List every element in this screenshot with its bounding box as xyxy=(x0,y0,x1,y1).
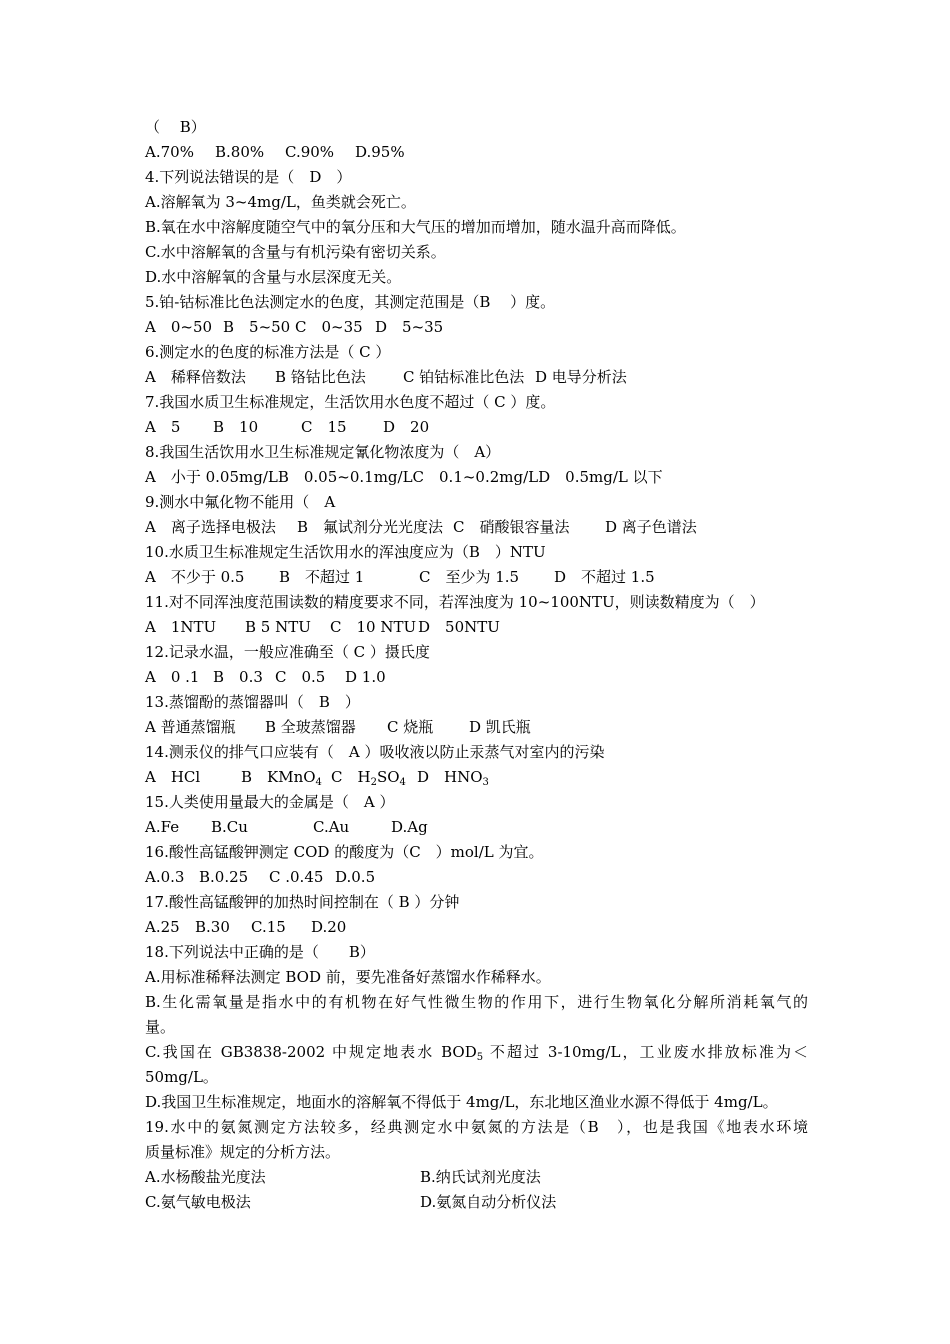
option-text: C 15 xyxy=(301,418,347,436)
option xyxy=(213,417,301,437)
text-line xyxy=(145,567,808,587)
option-text: A 1NTU xyxy=(145,618,217,636)
option-text: B 全玻蒸馏器 xyxy=(265,718,356,736)
line-text: 9.测水中氟化物不能用（ A xyxy=(145,493,336,511)
line-text: 18.下列说法中正确的是（ B） xyxy=(145,943,375,961)
option xyxy=(199,867,269,887)
line-text: （ B） xyxy=(145,118,206,136)
option-text: B.0.25 xyxy=(199,868,249,886)
option-text: D 0.5mg/L 以下 xyxy=(538,468,663,486)
option-text: A 普通蒸馏瓶 xyxy=(145,718,236,736)
option-text: A 稀释倍数法 xyxy=(145,368,246,386)
text-line xyxy=(145,1117,808,1137)
option xyxy=(535,367,627,387)
option-text: B.Cu xyxy=(211,818,248,836)
option xyxy=(538,467,663,487)
option xyxy=(145,717,265,737)
option-text: C 0.1~0.2mg/L xyxy=(412,468,539,486)
text-line xyxy=(145,392,808,412)
text-line xyxy=(145,667,808,687)
line-text: D.我国卫生标准规定，地面水的溶解氧不得低于 4mg/L，东北地区渔业水源不得低于 4mg/L。 xyxy=(145,1093,778,1111)
text-line xyxy=(145,417,808,437)
text-line xyxy=(145,167,808,187)
option-text: D 20 xyxy=(383,418,430,436)
line-text: C.水中溶解氧的含量与有机污染有密切关系。 xyxy=(145,243,446,261)
option xyxy=(145,767,241,787)
text-line xyxy=(145,192,808,212)
text-line xyxy=(145,242,808,262)
option-text: B 0.3 xyxy=(213,668,263,686)
line-text: 12.记录水温，一般应准确至（ C ）摄氏度 xyxy=(145,643,430,661)
line-text: 量。 xyxy=(145,1018,176,1036)
option xyxy=(145,667,213,687)
option xyxy=(301,417,383,437)
option xyxy=(330,617,418,637)
line-text: 7.我国水质卫生标准规定，生活饮用水色度不超过（ C ）度。 xyxy=(145,393,556,411)
line-text: 15.人类使用量最大的金属是（ A ） xyxy=(145,793,395,811)
option xyxy=(145,367,275,387)
option xyxy=(275,367,403,387)
option-text: A 5 xyxy=(145,418,181,436)
option-text: D.0.5 xyxy=(335,868,376,886)
text-line xyxy=(145,642,808,662)
option-text: C.90% xyxy=(285,143,335,161)
line-text: 质量标准》规定的分析方法。 xyxy=(145,1143,341,1161)
option-text: D.Ag xyxy=(391,818,428,836)
option xyxy=(145,467,278,487)
option-text: C 铂钴标准比色法 xyxy=(403,368,525,386)
option xyxy=(331,767,417,787)
line-text: 8.我国生活饮用水卫生标准规定氰化物浓度为（ A） xyxy=(145,443,501,461)
text-line xyxy=(145,992,808,1012)
text-line xyxy=(145,1192,808,1212)
line-text: D.水中溶解氧的含量与水层深度无关。 xyxy=(145,268,402,286)
line-text: 16.酸性高锰酸钾测定 COD 的酸度为（C ）mol/L 为宜。 xyxy=(145,843,544,861)
option xyxy=(297,517,453,537)
option-column: C.氨气敏电极法 xyxy=(145,1193,251,1211)
option xyxy=(211,817,313,837)
option-text: A 小于 0.05mg/L xyxy=(145,468,278,486)
text-line xyxy=(145,542,808,562)
option-text: B 0.05~0.1mg/L xyxy=(277,468,413,486)
text-line xyxy=(145,892,808,912)
option-text: A.70% xyxy=(145,143,194,161)
text-line xyxy=(145,117,808,137)
text-line xyxy=(145,292,808,312)
text-line xyxy=(145,442,808,462)
option-text: B 铬钴比色法 xyxy=(275,368,366,386)
option xyxy=(335,867,375,887)
line-text: B.氧在水中溶解度随空气中的氧分压和大气压的增加而增加，随水温升高而降低。 xyxy=(145,218,686,236)
subscript: 5 xyxy=(476,1052,484,1063)
option-text: D HNO xyxy=(417,768,483,786)
option-text: B 氟试剂分光光度法 xyxy=(297,518,444,536)
option xyxy=(419,567,554,587)
text-line xyxy=(145,967,808,987)
option-text: D 电导分析法 xyxy=(535,368,627,386)
option-text: C 0.5 xyxy=(275,668,326,686)
option xyxy=(251,917,311,937)
option-text: D 凯氏瓶 xyxy=(469,718,531,736)
option xyxy=(453,517,605,537)
option xyxy=(295,317,375,337)
option-text: B 5~50 xyxy=(223,318,291,336)
option xyxy=(311,917,346,937)
option-text: D.95% xyxy=(355,143,405,161)
option-text: B 5 NTU xyxy=(245,618,311,636)
text-line xyxy=(145,917,808,937)
option xyxy=(417,767,489,787)
line-text: 13.蒸馏酚的蒸馏器叫（ B ） xyxy=(145,693,360,711)
option xyxy=(145,817,211,837)
option-text: A 0 .1 xyxy=(145,668,200,686)
option xyxy=(215,142,285,162)
text-line xyxy=(145,1167,808,1187)
formula-part: SO xyxy=(376,768,400,786)
option-column: A.水杨酸盐光度法 xyxy=(145,1168,266,1186)
option-text: B.80% xyxy=(215,143,265,161)
option xyxy=(279,567,419,587)
option xyxy=(145,867,199,887)
option-text: B KMnO xyxy=(241,768,316,786)
line-text: 17.酸性高锰酸钾的加热时间控制在（ B ）分钟 xyxy=(145,893,460,911)
option-text: D 50NTU xyxy=(418,618,500,636)
option xyxy=(391,817,428,837)
line-text: 4.下列说法错误的是（ D ） xyxy=(145,168,352,186)
text-line xyxy=(145,342,808,362)
option xyxy=(285,142,355,162)
option xyxy=(418,617,500,637)
option xyxy=(605,517,697,537)
text-line xyxy=(145,1042,808,1062)
line-text: 19.水中的氨氮测定方法较多，经典测定水中氨氮的方法是（B ），也是我国《地表水环境 xyxy=(145,1118,808,1136)
option-text: C H xyxy=(331,768,371,786)
line-text: A.用标准稀释法测定 BOD 前，要先准备好蒸馏水作稀释水。 xyxy=(145,968,551,986)
option-text: C 10 NTU xyxy=(330,618,417,636)
option xyxy=(265,717,387,737)
text-line xyxy=(145,592,808,612)
text-line xyxy=(145,767,808,787)
option-text: D 1.0 xyxy=(345,668,386,686)
option xyxy=(269,867,335,887)
option xyxy=(355,142,405,162)
text-line xyxy=(145,492,808,512)
text-line xyxy=(145,617,808,637)
text-line xyxy=(145,1092,808,1112)
option xyxy=(145,417,213,437)
option-text: C.15 xyxy=(251,918,286,936)
option-text: D.20 xyxy=(311,918,347,936)
line-text: 不超过 3-10mg/L，工业废水排放标准为＜ xyxy=(483,1043,809,1061)
text-line xyxy=(145,867,808,887)
option xyxy=(403,367,535,387)
option-text: C.Au xyxy=(313,818,350,836)
option-text: B 10 xyxy=(213,418,259,436)
option xyxy=(387,717,469,737)
text-line xyxy=(145,842,808,862)
text-line xyxy=(145,1017,808,1037)
option xyxy=(278,467,413,487)
line-text: 10.水质卫生标准规定生活饮用水的浑浊度应为（B ）NTU xyxy=(145,543,546,561)
text-line xyxy=(145,142,808,162)
option-column: D.氨氮自动分析仪法 xyxy=(420,1193,557,1211)
option xyxy=(145,917,195,937)
option xyxy=(213,667,275,687)
option-text: D 不超过 1.5 xyxy=(554,568,655,586)
option xyxy=(145,517,297,537)
text-line xyxy=(145,717,808,737)
text-line xyxy=(145,367,808,387)
option-text: D 离子色谱法 xyxy=(605,518,697,536)
option xyxy=(245,617,330,637)
line-text: 14.测汞仪的排气口应装有（ A ）吸收液以防止汞蒸气对室内的污染 xyxy=(145,743,605,761)
option-column: B.纳氏试剂光度法 xyxy=(420,1168,541,1186)
text-line xyxy=(145,517,808,537)
subscript: 3 xyxy=(482,777,489,788)
text-line xyxy=(145,792,808,812)
option-text: A 0~50 xyxy=(145,318,213,336)
option-text: B.30 xyxy=(195,918,230,936)
option xyxy=(413,467,539,487)
line-text: 5.铂-钴标准比色法测定水的色度，其测定范围是（B ）度。 xyxy=(145,293,556,311)
option xyxy=(375,317,443,337)
option-text: C 至少为 1.5 xyxy=(419,568,520,586)
text-line xyxy=(145,1067,808,1087)
subscript: 2 xyxy=(370,777,377,788)
text-line xyxy=(145,317,808,337)
text-line xyxy=(145,467,808,487)
option xyxy=(275,667,345,687)
option-text: C .0.45 xyxy=(269,868,324,886)
option-text: C 硝酸银容量法 xyxy=(453,518,570,536)
option xyxy=(469,717,531,737)
line-text: 50mg/L。 xyxy=(145,1068,218,1086)
option xyxy=(145,142,215,162)
option xyxy=(145,317,223,337)
subscript: 4 xyxy=(399,777,406,788)
option-text: A 离子选择电极法 xyxy=(145,518,276,536)
option-text: A.Fe xyxy=(145,818,180,836)
text-line xyxy=(145,692,808,712)
option-text: B 不超过 1 xyxy=(279,568,365,586)
text-line xyxy=(145,217,808,237)
text-line xyxy=(145,942,808,962)
option-text: C 0~35 xyxy=(295,318,363,336)
line-text: 11.对不同浑浊度范围读数的精度要求不同，若浑浊度为 10~100NTU，则读数精度为（ ） xyxy=(145,593,765,611)
option xyxy=(145,567,279,587)
option-text: A 不少于 0.5 xyxy=(145,568,245,586)
line-text: 6.测定水的色度的标准方法是（ C ） xyxy=(145,343,391,361)
subscript: 4 xyxy=(315,777,322,788)
text-line xyxy=(145,1142,808,1162)
option xyxy=(313,817,391,837)
option-text: A.25 xyxy=(145,918,180,936)
option xyxy=(145,617,245,637)
text-line xyxy=(145,267,808,287)
text-line xyxy=(145,742,808,762)
option xyxy=(554,567,655,587)
option xyxy=(345,667,386,687)
line-text: B.生化需氧量是指水中的有机物在好气性微生物的作用下，进行生物氧化分解所消耗氧气的 xyxy=(145,993,808,1011)
option xyxy=(241,767,331,787)
option-text: A HCl xyxy=(145,768,201,786)
line-text: C.我国在 GB3838-2002 中规定地表水 BOD xyxy=(145,1043,477,1061)
option-text: D 5~35 xyxy=(375,318,444,336)
option xyxy=(383,417,429,437)
option-text: C 烧瓶 xyxy=(387,718,434,736)
option xyxy=(223,317,295,337)
line-text: A.溶解氧为 3~4mg/L，鱼类就会死亡。 xyxy=(145,193,416,211)
text-line xyxy=(145,817,808,837)
option xyxy=(195,917,251,937)
option-text: A.0.3 xyxy=(145,868,185,886)
